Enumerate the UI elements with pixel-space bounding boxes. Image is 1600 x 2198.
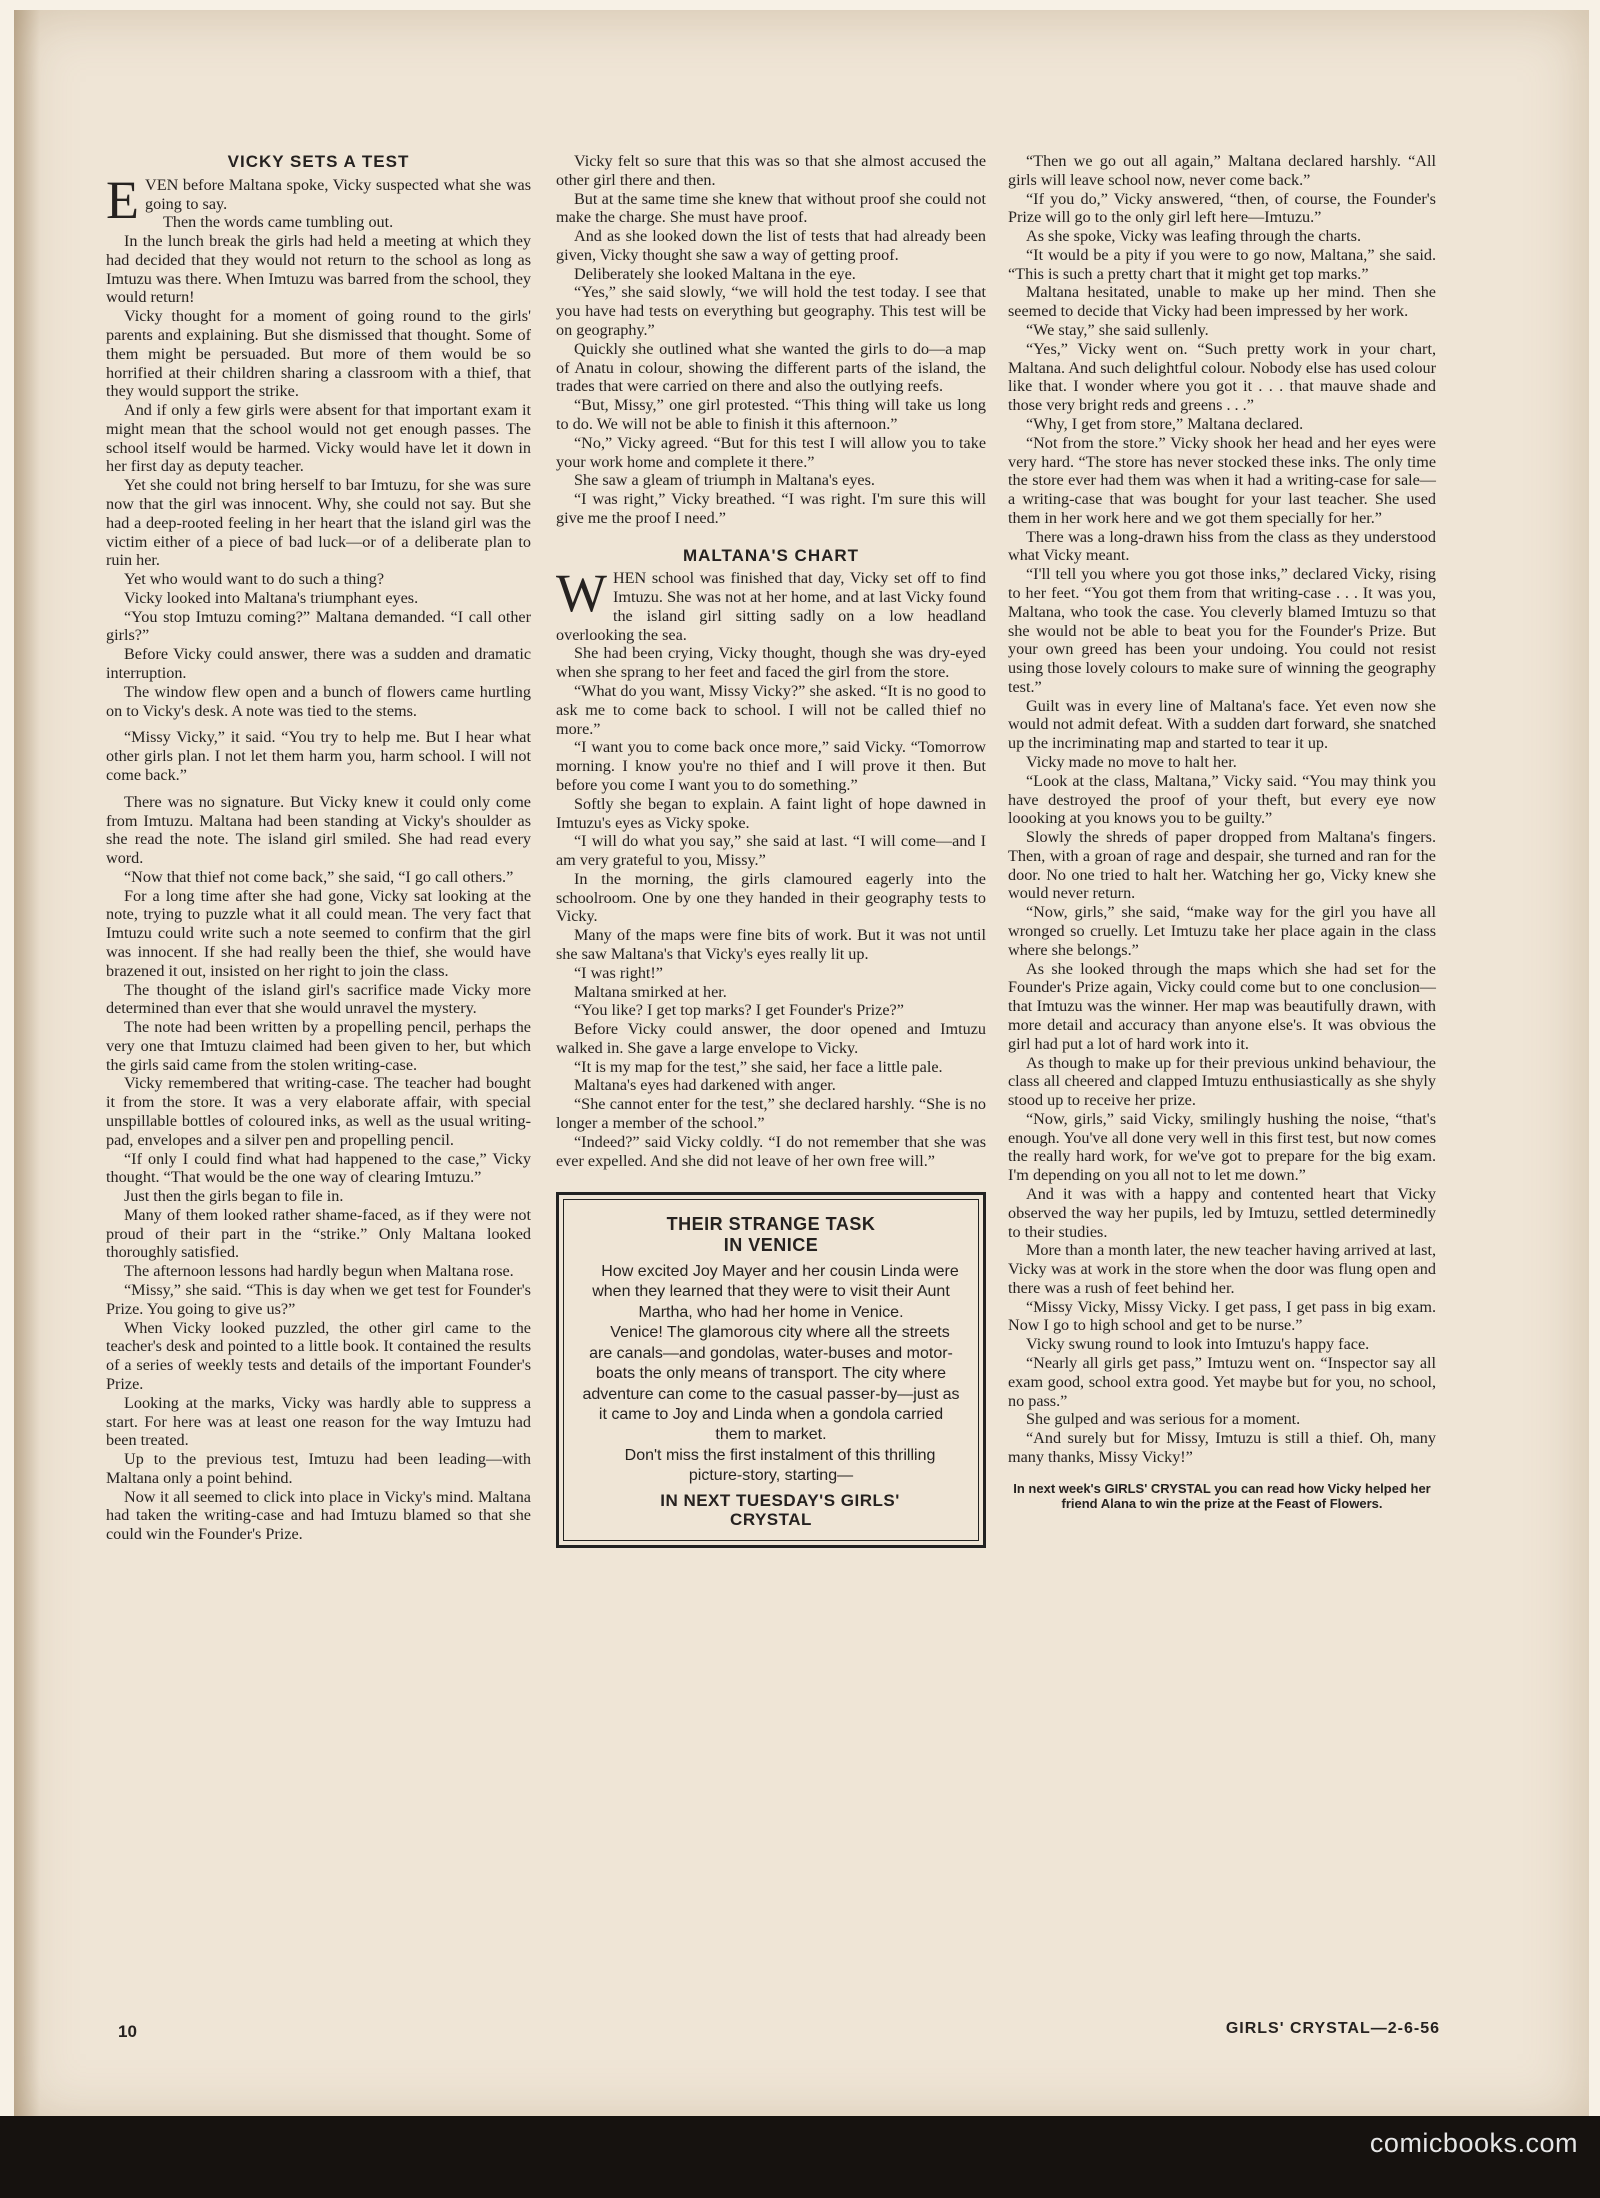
paragraph: “Yes,” she said slowly, “we will hold the test today. I see that you have had tests on everything but geography. This test will be on geography.” [556, 283, 986, 340]
paragraph: “Now, girls,” said Vicky, smilingly hushing the noise, “that's enough. You've all done very well in this first test, but now comes the really hard work, for we've got to prepare for the big exam. I'm depending on you all not to let me down.” [1008, 1109, 1436, 1185]
paragraph: There was no signature. But Vicky knew it could only come from Imtuzu. Maltana had been standing at Vicky's shoulder as she read the note. The island girl smiled. She had read every word. [106, 792, 531, 868]
paragraph: “Nearly all girls get pass,” Imtuzu went on. “Inspector say all exam good, school extra good. Yet maybe but for you, no school, no pass.” [1008, 1354, 1436, 1410]
paragraph: More than a month later, the new teacher having arrived at last, Vicky was at work in the store when the door was flung open and there was a rush of feet behind her. [1008, 1241, 1436, 1297]
paragraph: There was a long-drawn hiss from the class as they understood what Vicky meant. [1008, 527, 1436, 565]
paragraph: “It would be a pity if you were to go now, Maltana,” she said. “This is such a pretty chart that it might get top marks.” [1008, 245, 1436, 283]
paragraph: “What do you want, Missy Vicky?” she asked. “It is no good to ask me to come back to school. I will not be called thief no more.” [556, 682, 986, 738]
promo-paragraph: How excited Joy Mayer and her cousin Linda were when they learned that they were to visit their Aunt Martha, who had her home in Venice. [592, 1262, 959, 1321]
paragraph: “If only I could find what had happened to the case,” Vicky thought. “That would be the one way of clearing Imtuzu.” [106, 1149, 531, 1187]
paragraph: Looking at the marks, Vicky was hardly able to suppress a start. For here was at least one reason for the way Imtuzu had been treated. [106, 1393, 531, 1450]
paragraph: Before Vicky could answer, there was a sudden and dramatic interruption. [106, 645, 531, 683]
scan-bottom-strip [0, 2116, 1600, 2198]
paragraph: “It is my map for the test,” she said, her face a little pale. [574, 1057, 943, 1076]
paragraph: Softly she began to explain. A faint light of hope dawned in Imtuzu's eyes as Vicky spoke. [556, 794, 986, 832]
paragraph: Deliberately she looked Maltana in the eye. [574, 264, 856, 283]
paragraph: Yet who would want to do such a thing? [124, 570, 385, 589]
paragraph: “And surely but for Missy, Imtuzu is still a thief. Oh, many many thanks, Missy Vicky!” [1008, 1429, 1436, 1466]
paragraph: Then the words came tumbling out. [163, 213, 394, 232]
paragraph: “Indeed?” said Vicky coldly. “I do not remember that she was ever expelled. And she did not leave of her own free will.” [556, 1132, 986, 1170]
promo-title: THEIR STRANGE TASK IN VENICE [666, 1214, 876, 1256]
paragraph: “I was right,” Vicky breathed. “I was right. I'm sure this will give me the proof I need.” [556, 490, 986, 527]
opening-paragraph-2: WHEN school was finished that day, Vicky set off to find Imtuzu. She was not at her home, and at last Vicky found the island girl sitting sadly on a low headland overlooking the sea. [556, 563, 986, 644]
paragraph: She saw a gleam of triumph in Maltana's eyes. [574, 471, 875, 490]
drop-cap: E [106, 169, 139, 230]
paragraph: Vicky swung round to look into Imtuzu's happy face. [1026, 1335, 1370, 1354]
paragraph: Vicky looked into Maltana's triumphant eyes. [124, 588, 419, 607]
paragraph: “I want you to come back once more,” said Vicky. “Tomorrow morning. I know you're no thief and I will prove it then. But before you come I want you to do something.” [556, 738, 986, 794]
note-text: “Missy Vicky,” it said. “You try to help me. But I hear what other girls plan. I not let them harm you, harm school. I will not come back.” [106, 728, 531, 784]
paragraph: Guilt was in every line of Maltana's face. Yet even now she would not admit defeat. With a sudden dart forward, she snatched up the incriminating map and started to tear it up. [1008, 696, 1436, 753]
promo-paragraph: Venice! The glamorous city where all the streets are canals—and gondolas, water-buses and motor-boats the only means of transport. The city where adventure can come to the casual passer-by—just as it came to Joy and Linda when a gondola carried them to market. [582, 1324, 960, 1444]
paragraph: Yet she could not bring herself to bar Imtuzu, for she was sure now that the girl was innocent. Why, she could not say. But she had a deep-rooted feeling in her heart that the island girl was the victim either of a piece of bad luck—or of a deliberate plan to ruin her. [106, 476, 531, 570]
paragraph: “We stay,” she said sullenly. [1026, 321, 1209, 340]
paragraph: Vicky made no move to halt her. [1026, 753, 1237, 771]
paragraph: But at the same time she knew that without proof she could not make the charge. She must have proof. [556, 189, 986, 227]
paragraph: When Vicky looked puzzled, the other girl came to the teacher's desk and pointed to a little book. It contained the results of a series of weekly tests and details of the important Founder's Prize. [106, 1318, 531, 1393]
paragraph: Up to the previous test, Imtuzu had been leading—with Maltana only a point behind. [106, 1450, 531, 1487]
paragraph: “Missy,” she said. “This is day when we get test for Founder's Prize. You going to give us?” [106, 1281, 531, 1318]
column-2 [556, 152, 986, 1548]
paragraph: She had been crying, Vicky thought, though she was dry-eyed when she sprang to her feet and faced the girl from the store. [556, 644, 986, 682]
story-heading-2: MALTANA'S CHART [682, 545, 860, 565]
paragraph: As she looked through the maps which she had set for the Founder's Prize again, Vicky could come but to one conclusion—that Imtuzu was the winner. Her map was beautifully drawn, with more detail and accuracy than anyone else's. It was obvious the girl had put a lot of hard work into it. [1008, 959, 1436, 1053]
paragraph: “Look at the class, Maltana,” Vicky said. “You may think you have destroyed the proof of your theft, but every eye now loooking at you knows you to be guilty.” [1008, 771, 1436, 828]
promo-inner-frame [563, 1199, 979, 1541]
next-week-teaser: In next week's GIRLS' CRYSTAL you can read how Vicky helped her friend Alana to win the prize at the Feast of Flowers. [1013, 1480, 1431, 1512]
paragraph: “No,” Vicky agreed. “But for this test I will allow you to take your work home and complete it there.” [556, 433, 986, 471]
next-story-promo-box [556, 1192, 986, 1548]
paragraph: Many of the maps were fine bits of work. But it was not until she saw Maltana's that Vicky's eyes really lit up. [556, 926, 986, 963]
paragraph: The thought of the island girl's sacrifice made Vicky more determined than ever that she would unravel the mystery. [106, 980, 531, 1018]
column-1 [106, 152, 531, 1544]
paragraph: Many of them looked rather shame-faced, as if they were not proud of their part in the “strike.” Only Maltana looked thoroughly satisfied. [106, 1205, 531, 1262]
paragraph: Vicky thought for a moment of going round to the girls' parents and explaining. But she dismissed that thought. Some of them might be persuaded. But more of them would be so horrified at their children sharing a classroom with a thief, that they would support the strike. [106, 307, 531, 401]
watermark: comicbooks.com [1369, 2128, 1578, 2158]
paragraph: “Now, girls,” she said, “make way for the girl you have all wronged so cruelly. Let Imtuzu take her place again in the class where she belongs.” [1008, 903, 1436, 959]
paragraph: As though to make up for their previous unkind behaviour, the class all cheered and clapped Imtuzu enthusiastically as she shyly stood up to receive her prize. [1008, 1053, 1436, 1110]
paragraph: “I was right!” [574, 963, 663, 982]
paragraph: For a long time after she had gone, Vicky sat looking at the note, trying to puzzle what it all could mean. The very fact that Imtuzu could write such a note seemed to confirm that the girl was innocent. If she had really been the thief, she would have brazened it out, insisted on her right to join the class. [106, 886, 531, 980]
paragraph: Quickly she outlined what she wanted the girls to do—a map of Anatu in colour, showing the different parts of the island, the trades that were carried on there and also the outlying reefs. [556, 339, 986, 396]
paragraph: “Now that thief not come back,” she said, “I go call others.” [124, 867, 514, 886]
paragraph: Vicky felt so sure that this was so that she almost accused the other girl there and then. [556, 152, 986, 189]
paragraph: “She cannot enter for the test,” she declared harshly. “She is no longer a member of the school.” [556, 1095, 986, 1132]
paragraph: “Yes,” Vicky went on. “Such pretty work in your chart, Maltana. And such delightful colour. Nobody else has used colour like that. I wonder where you got it . . . that mauve shade and those very bright reds and greens . . .” [1008, 339, 1436, 415]
opening-paragraph: EVEN before Maltana spoke, Vicky suspected what she was going to say. [106, 169, 531, 230]
paragraph: In the lunch break the girls had held a meeting at which they had decided that they would not return to the school as long as Imtuzu was there. When Imtuzu was barred from the school, they would return! [106, 232, 531, 307]
paragraph: And it was with a happy and contented heart that Vicky observed the way her pupils, led by Imtuzu, settled determinedly to their studies. [1008, 1184, 1436, 1241]
paragraph: “Then we go out all again,” Maltana declared harshly. “All girls will leave school now, never come back.” [1008, 152, 1436, 189]
column-3 [1008, 152, 1436, 1512]
paragraph: “Missy Vicky, Missy Vicky. I get pass, I get pass in big exam. Now I go to high school and get to be nurse.” [1008, 1297, 1436, 1335]
paragraph: “You stop Imtuzu coming?” Maltana demanded. “I call other girls?” [106, 607, 531, 645]
paragraph: “If you do,” Vicky answered, “then, of course, the Founder's Prize will go to the only girl left here—Imtuzu.” [1008, 189, 1436, 227]
paragraph: Just then the girls began to file in. [124, 1187, 344, 1206]
drop-cap-2: W [556, 563, 607, 624]
paragraph: As she spoke, Vicky was leafing through the charts. [1026, 227, 1361, 246]
paragraph: In the morning, the girls clamoured eagerly into the schoolroom. One by one they handed in their geography tests to Vicky. [556, 869, 986, 926]
paragraph: Now it all seemed to click into place in Vicky's mind. Maltana had taken the writing-case and had Imtuzu blamed so that she could win the Founder's Prize. [106, 1487, 531, 1544]
paragraph: Before Vicky could answer, the door opened and Imtuzu walked in. She gave a large envelope to Vicky. [556, 1020, 986, 1057]
issue-footer: GIRLS' CRYSTAL—2-6-56 [1225, 2020, 1440, 2037]
paragraph: Vicky remembered that writing-case. The teacher had bought it from the store. It was a very elaborate affair, with special unspillable bottles of coloured inks, as well as the usual writing-pad, envelopes and a silver pen and propelling pencil. [106, 1074, 531, 1149]
page-number: 10 [118, 2022, 137, 2041]
paragraph: “I'll tell you where you got those inks,” declared Vicky, rising to her feet. “You got them from that writing-case . . . It was you, Maltana, who took the case. You cleverly blamed Imtuzu so that she would not be able to beat you for the Founder's Prize. But your own greed has been your undoing. You could not resist using those lovely colours to make sure of winning the geography test.” [1008, 565, 1436, 696]
paragraph: The note had been written by a propelling pencil, perhaps the very one that Imtuzu claimed had been given to her, but which the girls said came from the stolen writing-case. [106, 1018, 531, 1074]
paragraph: “I will do what you say,” she said at last. “I will come—and I am very grateful to you, Missy.” [556, 832, 986, 870]
paragraph: “You like? I get top marks? I get Founder's Prize?” [574, 1001, 904, 1020]
paragraph: “But, Missy,” one girl protested. “This thing will take us long to do. We will not be able to finish it this afternoon.” [556, 396, 986, 433]
paragraph: She gulped and was serious for a moment. [1026, 1410, 1301, 1429]
story-heading: VICKY SETS A TEST [227, 152, 410, 171]
paragraph: Slowly the shreds of paper dropped from Maltana's fingers. Then, with a groan of rage and despair, she turned and ran for the door. No one tried to halt her. Watching her go, Vicky knew she would never return. [1008, 828, 1436, 903]
promo-call-to-action: IN NEXT TUESDAY'S GIRLS' CRYSTAL [660, 1490, 900, 1530]
paragraph: And if only a few girls were absent for that important exam it might mean that the school would not get enough passes. The school itself would be harmed. Vicky would have let it down in her first day as deputy teacher. [106, 401, 531, 476]
paragraph: “Not from the store.” Vicky shook her head and her eyes were very hard. “The store has never stocked these inks. The only time the store ever had them was when it had a writing-case for sale—a writing-case that was bought for your last teacher. She used them in her work here and we got them specially for her.” [1008, 433, 1436, 527]
paragraph: Maltana hesitated, unable to make up her mind. Then she seemed to decide that Vicky had been impressed by her work. [1008, 283, 1436, 321]
paragraph: And as she looked down the list of tests that had already been given, Vicky thought she saw a way of getting proof. [556, 227, 986, 264]
paragraph: “Why, I get from store,” Maltana declared. [1026, 414, 1304, 433]
paragraph: The afternoon lessons had hardly begun when Maltana rose. [124, 1262, 514, 1281]
promo-paragraph: Don't miss the first instalment of this thrilling picture-story, starting— [624, 1446, 936, 1485]
paragraph: Maltana smirked at her. [574, 982, 727, 1001]
paragraph: Maltana's eyes had darkened with anger. [574, 1076, 836, 1095]
paragraph: The window flew open and a bunch of flowers came hurtling on to Vicky's desk. A note was tied to the stems. [106, 682, 531, 720]
